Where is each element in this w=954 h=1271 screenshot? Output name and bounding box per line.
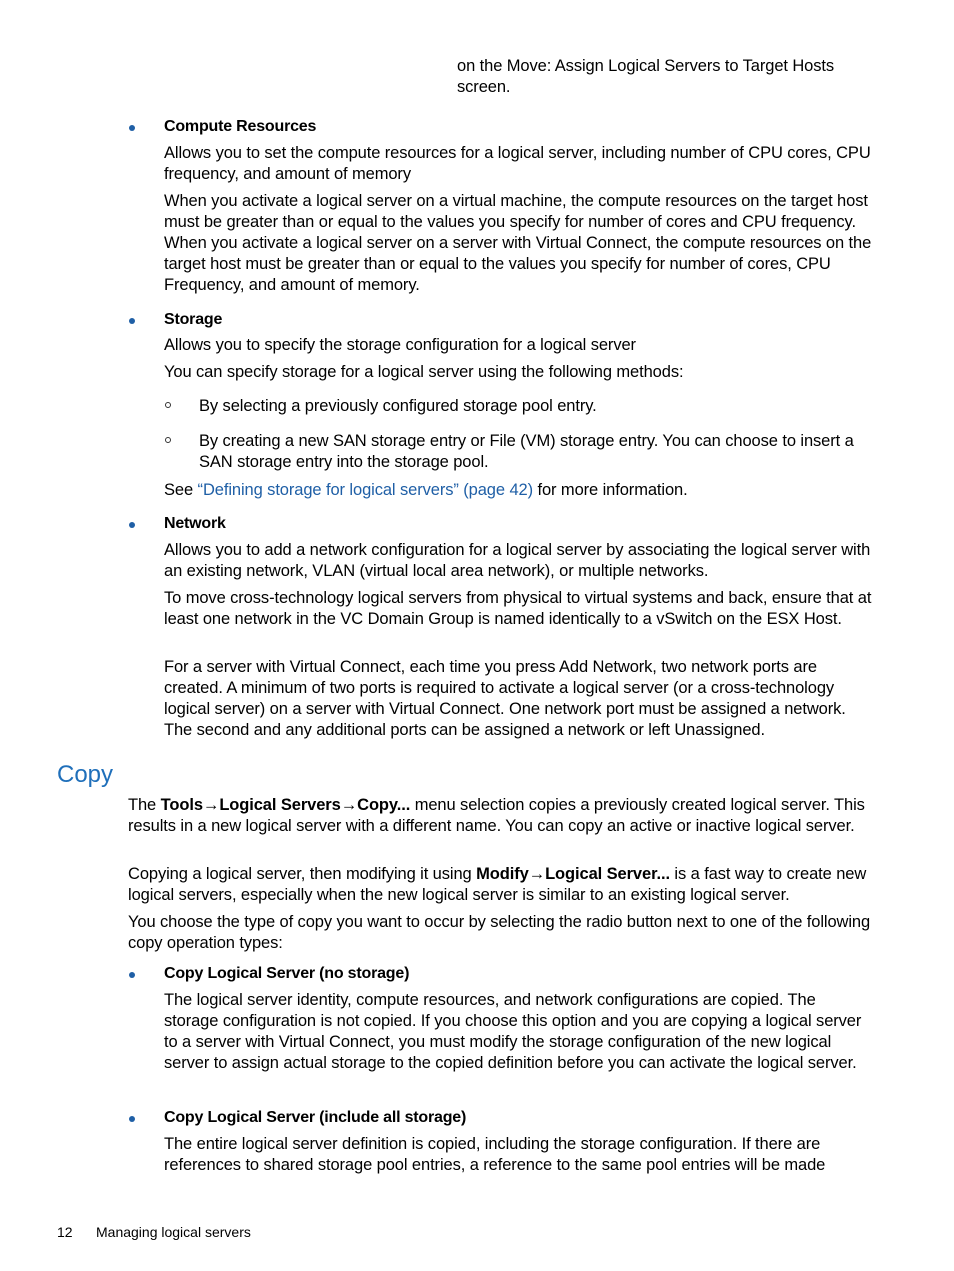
network-p2: To move cross-technology logical servers from physical to virtual systems and back, ensure that at least one network in the VC Domain Group is named identically to a vSwitch on the ESX Host. [164, 589, 872, 628]
storage-p2: You can specify storage for a logical server using the following methods: [164, 363, 684, 381]
copy-p1-rest: menu selection copies a previously created logical server. This results in a new logical server with a different name. You can copy an active or inactive logical server. [128, 796, 865, 835]
arrow-icon: → [340, 796, 358, 814]
copy-heading: Copy [57, 761, 114, 788]
menu-modify: Modify [476, 865, 529, 883]
footer-section: Managing logical servers [96, 1224, 251, 1240]
copy-option-2-heading: Copy Logical Server (include all storage) [164, 1109, 467, 1126]
bullet-icon [129, 125, 135, 131]
copy-p2-prefix: Copying a logical server, then modifying it using [128, 865, 477, 883]
network-p1: Allows you to add a network configuration for a logical server by associating the logical server with an existing network, VLAN (virtual local area network), or multiple networks. [164, 541, 871, 580]
copy-p2 [128, 864, 874, 906]
arrow-icon: → [202, 796, 220, 814]
compute-heading: Compute Resources [164, 118, 317, 135]
storage-sub-1: By selecting a previously configured storage pool entry. [199, 397, 597, 415]
compute-p1: Allows you to set the compute resources for a logical server, including number of CPU cores, CPU frequency, and amount of memory [164, 144, 871, 183]
arrow-icon: → [528, 865, 546, 883]
sub-bullet-icon [165, 437, 171, 443]
storage-see [164, 480, 874, 501]
copy-p1-prefix: The [128, 796, 161, 814]
copy-option-1-text: The logical server identity, compute resources, and network configurations are copied. The storage configuration is not copied. If you choose this option and you are copying a logical server to a server with Virtual Connect, you must modify the storage configuration of the new logical server to assign actual storage to the copied definition before you can activate the logical server. [164, 991, 862, 1072]
bullet-icon [129, 972, 135, 978]
storage-sub-2: By creating a new SAN storage entry or File (VM) storage entry. You can choose to insert a SAN storage entry into the storage pool. [199, 432, 854, 471]
menu-logical-server: Logical Server... [545, 865, 670, 883]
page-number: 12 [57, 1224, 73, 1240]
copy-p3: You choose the type of copy you want to occur by selecting the radio button next to one of the following copy operation types: [128, 913, 871, 952]
bullet-icon [129, 522, 135, 528]
intro-line-2: screen. [457, 78, 511, 96]
copy-option-2-text: The entire logical server definition is copied, including the storage configuration. If there are references to shared storage pool entries, a reference to the same pool entries will be made [164, 1135, 826, 1174]
menu-logical-servers: Logical Servers [219, 796, 341, 814]
storage-p1: Allows you to specify the storage configuration for a logical server [164, 336, 636, 354]
menu-tools: Tools [160, 796, 203, 814]
storage-see-prefix: See [164, 481, 198, 499]
copy-option-1-heading: Copy Logical Server (no storage) [164, 965, 410, 982]
storage-heading: Storage [164, 311, 223, 328]
storage-see-suffix: for more information. [533, 481, 688, 499]
network-p3: For a server with Virtual Connect, each time you press Add Network, two network ports are created. A minimum of two ports is required to activate a logical server (or a cross-technology logical server) on a server with Virtual Connect. One network port must be assigned a network. The second and any additional ports can be assigned a network or left Unassigned. [164, 658, 846, 739]
copy-p2-rest: is a fast way to create new logical servers, especially when the new logical server is similar to an existing logical server. [128, 865, 867, 904]
compute-p2: When you activate a logical server on a virtual machine, the compute resources on the target host must be greater than or equal to the values you specify for number of cores and CPU frequency. When you activate a logical server on a server with Virtual Connect, the compute resources on the target host must be greater than or equal to the values you specify for number of cores, CPU Frequency, and amount of memory. [164, 192, 872, 294]
bullet-icon [129, 318, 135, 324]
copy-p1 [128, 795, 874, 837]
bullet-icon [129, 1116, 135, 1122]
intro-line-1: on the Move: Assign Logical Servers to Target Hosts [457, 57, 835, 75]
sub-bullet-icon [165, 402, 171, 408]
menu-copy: Copy... [357, 796, 411, 814]
storage-link[interactable]: “Defining storage for logical servers” (page 42) [197, 481, 533, 499]
network-heading: Network [164, 515, 226, 532]
